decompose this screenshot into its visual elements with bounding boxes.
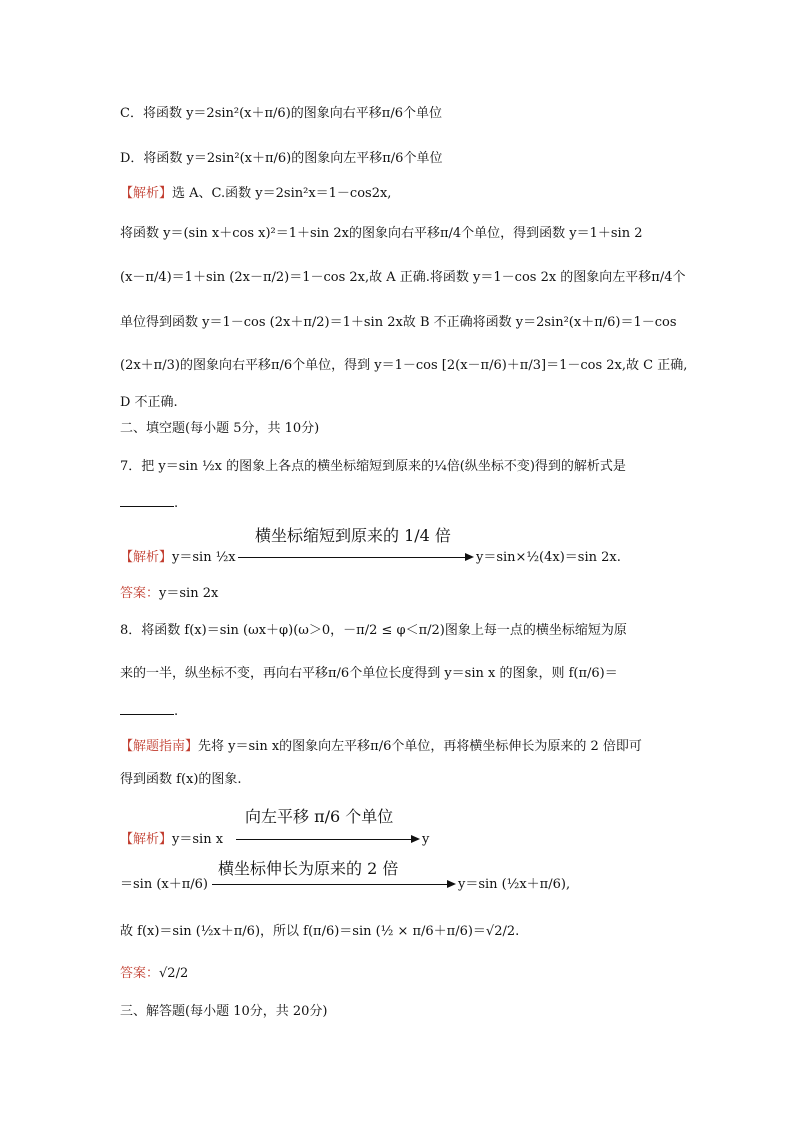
question-8-line-3	[120, 702, 178, 720]
solution-6-line-3: (x－π/4)＝1＋sin (2x－π/2)＝1－cos 2x,故 A 正确.将函数 y＝1－cos 2x 的图象向左平移π/4个	[120, 270, 686, 285]
solution-6-text: 选 A、C.函数 y＝2sin²x＝1－cos2x,	[172, 186, 392, 201]
solution-tag: 【解析】	[120, 186, 173, 201]
guide-text-1: 先将 y＝sin x的图象向左平移π/6个单位，再将横坐标伸长为原来的 2 倍即可	[198, 739, 642, 754]
section-solve-title: 三、解答题(每小题 10分，共 20分)	[120, 1004, 328, 1019]
answer-7-value: y＝sin 2x	[159, 586, 219, 601]
answer-8-value: √2/2	[159, 966, 189, 981]
solution-6-line-5: (2x＋π/3)的图象向右平移π/6个单位，得到 y＝1－cos [2(x－π/6)＋π/3]＝1－cos 2x,故 C 正确,	[120, 358, 688, 373]
question-7-period: .	[174, 496, 179, 511]
question-7-line-1: 7．把 y＝sin ½x 的图象上各点的横坐标缩短到原来的¼倍(纵坐标不变)得到的解析式是	[120, 459, 626, 474]
arrow-line	[238, 557, 466, 558]
answer-blank	[120, 702, 174, 715]
answer-tag: 答案：	[120, 966, 160, 981]
arrow-label-stretch: 横坐标伸长为原来的 2 倍	[218, 859, 399, 878]
solution-tag: 【解析】	[120, 832, 173, 847]
arrow-head-icon	[411, 835, 420, 843]
question-7-line-2	[120, 494, 178, 512]
solution-8-line-3: 故 f(x)＝sin (½x＋π/6)，所以 f(π/6)＝sin (½ × π/6＋π/6)＝√2/2.	[120, 924, 520, 939]
arrow-head-icon	[465, 553, 474, 561]
solution-7-left	[120, 550, 236, 566]
question-8-period: .	[174, 704, 179, 719]
guide-tag: 【解题指南】	[120, 739, 199, 754]
solution-tag: 【解析】	[120, 550, 173, 565]
solution-8-line-1	[120, 832, 223, 848]
solution-6-line-2: 将函数 y＝(sin x＋cos x)²＝1＋sin 2x的图象向右平移π/4个单位，得到函数 y＝1＋sin 2	[120, 226, 643, 241]
question-8-line-1: 8．将函数 f(x)＝sin (ωx＋φ)(ω＞0，－π/2 ≤ φ＜π/2)图象上每一点的横坐标缩短为原	[120, 623, 627, 638]
option-c: C．将函数 y＝2sin²(x＋π/6)的图象向右平移π/6个单位	[120, 106, 442, 121]
solution-6-line-1	[120, 186, 391, 202]
solution-7-expression: y＝sin ½x	[172, 550, 236, 565]
solution-8-target: y	[422, 832, 430, 847]
solution-8-start: y＝sin x	[172, 832, 224, 847]
section-fill-in-title: 二、填空题(每小题 5分，共 10分)	[120, 421, 320, 436]
option-d: D．将函数 y＝2sin²(x＋π/6)的图象向左平移π/6个单位	[120, 151, 443, 166]
arrow-label-shift-left: 向左平移 π/6 个单位	[245, 807, 394, 826]
guide-line-1	[120, 739, 642, 755]
answer-7	[120, 586, 218, 602]
arrow-line	[212, 884, 448, 885]
answer-8	[120, 966, 188, 982]
guide-line-2: 得到函数 f(x)的图象.	[120, 772, 242, 787]
solution-6-line-6: D 不正确.	[120, 395, 178, 410]
solution-6-line-4: 单位得到函数 y＝1－cos (2x＋π/2)＝1＋sin 2x故 B 不正确将函数 y＝2sin²(x＋π/6)＝1－cos	[120, 315, 677, 330]
solution-8-line-2-left: ＝sin (x＋π/6)	[120, 877, 209, 892]
answer-tag: 答案：	[120, 586, 160, 601]
question-8-line-2: 来的一半，纵坐标不变，再向右平移π/6个单位长度得到 y＝sin x 的图象，则 f(π/6)＝	[120, 666, 618, 681]
answer-blank	[120, 494, 174, 507]
arrow-head-icon	[447, 880, 456, 888]
arrow-line	[236, 839, 412, 840]
solution-7-right: y＝sin×½(4x)＝sin 2x.	[476, 550, 621, 565]
arrow-label-shrink: 横坐标缩短到原来的 1/4 倍	[255, 526, 451, 545]
solution-8-line-2-right: y＝sin (½x＋π/6),	[458, 877, 571, 892]
